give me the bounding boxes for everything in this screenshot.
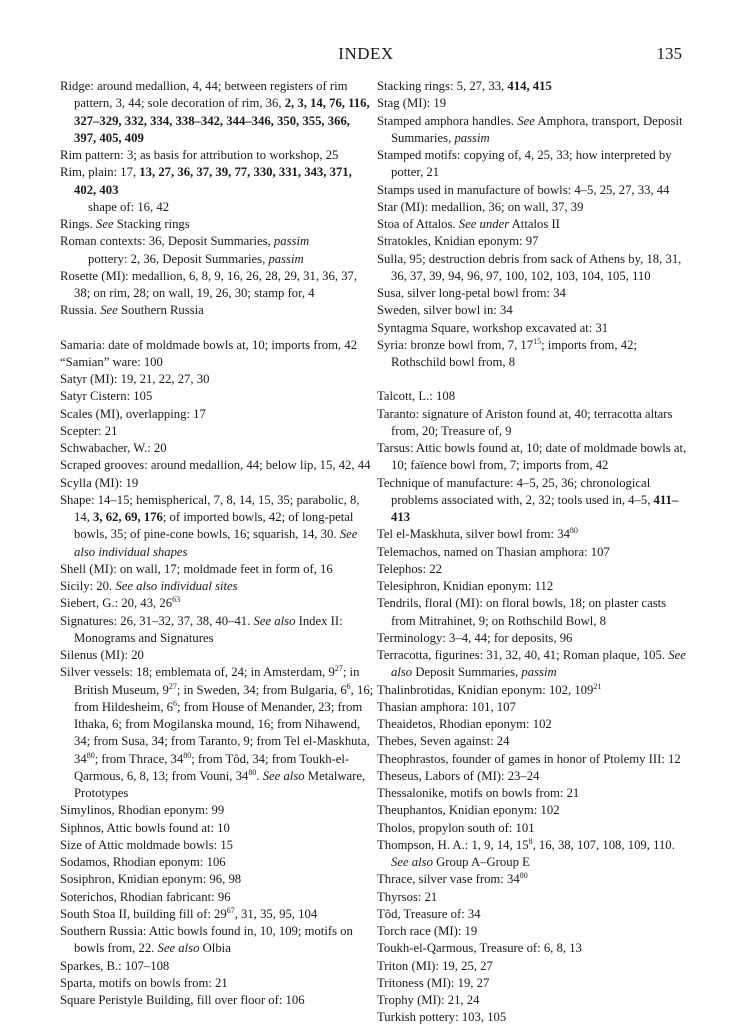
entry-text: See also [253,613,296,628]
index-subentry [60,251,374,268]
footnote-ref: 80 [519,871,528,881]
footnote-ref: 80 [183,750,192,760]
entry-text: Thebes, Seven against: 24 [377,734,510,749]
entry-text: See also individual sites [115,579,238,593]
index-entry [60,906,374,923]
entry-text: Sparta, motifs on bowls from: 21 [60,975,228,990]
index-entry [377,802,689,819]
entry-text: Telephos: 22 [377,561,443,576]
entry-text: Tôd, Treasure of: 34 [377,906,481,921]
entry-text: Square Peristyle Building, fill over floor of: 106 [60,993,305,1007]
footnote-ref: 8 [528,836,533,846]
entry-text: Torch race (MI): 19 [377,924,478,938]
entry-text: Stamped amphora handles. [377,113,518,128]
entry-text: Tholos, propylon south of: 101 [377,820,535,835]
entry-text: Thalinbrotidas, Knidian eponym: 102, 109 [377,682,594,697]
entry-text: Talcott, L.: 108 [377,389,456,404]
entry-text: Terracotta, figurines: 31, 32, 40, 41; Roman plaque, 105. [377,648,669,662]
entry-text: Schwabacher, W.: 20 [60,441,167,455]
index-entry [377,199,689,216]
index-entry [377,630,689,647]
index-entry [60,216,374,233]
index-entry [60,561,374,578]
index-entry [60,457,374,474]
entry-text: Rings. [60,217,96,231]
index-entry [60,647,374,664]
index-entry [377,940,689,957]
index-column-right [377,78,689,1027]
entry-text: Ridge: around medallion, 4, 44; between registers of rim pattern, 3, 44; sole decoration of rim, 36, [60,79,348,111]
entry-text: Sparkes, B.: 107–108 [60,958,170,973]
entry-text: passim [454,130,490,145]
entry-text: Metalware, Prototypes [74,768,366,800]
index-entry [377,147,689,182]
entry-text: Stag (MI): 19 [377,96,447,111]
entry-text: Sicily: 20. [60,579,116,593]
entry-text: Southern Russia [117,303,204,318]
entry-text: , 31, 35, 95, 104 [234,906,318,921]
index-entry [377,544,689,561]
footnote-ref: 27 [334,664,343,674]
index-entry [60,164,374,199]
index-entry [60,147,374,164]
index-entry [377,923,689,940]
entry-text: See [95,217,114,231]
entry-text: Tel el-Maskhuta, silver bowl from: 34 [377,527,570,542]
entry-text: 3, 62, 69, 176 [93,510,163,524]
entry-text: Scylla (MI): 19 [60,475,139,490]
index-entry [377,647,689,682]
entry-text: Thessalonike, motifs on bowls from: 21 [377,786,580,800]
entry-text: Attalos II [509,217,560,231]
entry-text: See also [262,768,305,783]
entry-text: Olbia [199,941,231,956]
entry-text: Shell (MI): on wall, 17; moldmade feet in form of, 16 [60,561,333,576]
entry-text: Stoa of Attalos. [377,217,459,231]
index-entry [60,664,374,802]
index-entry [377,526,689,543]
entry-text: Scraped grooves: around medallion, 44; below lip, 15, 42, 44 [60,458,371,473]
index-entry [377,578,689,595]
index-entry [60,802,374,819]
index-entry [60,233,374,250]
index-entry [60,268,374,303]
entry-text: Silver vessels: 18; emblemata of, 24; in Amsterdam, 9 [60,665,335,680]
entry-text: Theaidetos, Rhodian eponym: 102 [377,717,552,731]
entry-text: Scepter: 21 [60,423,118,438]
index-entry [377,95,689,112]
entry-text: Theseus, Labors of (MI): 23–24 [377,768,540,783]
entry-text: Tritoness (MI): 19, 27 [377,975,490,990]
entry-text: ; from House of Menander, 23; from Ithaka, 6; from Mogilanska mound, 16; from Nihawend, 34; from Susa, 34; from Taranto, 9; from Tel el-Maskhuta, 34 [74,699,370,766]
index-entry [377,406,689,441]
index-entry [60,923,374,958]
entry-text: Theophrastos, founder of games in honor of Ptolemy III: 12 [377,751,681,766]
index-entry [377,889,689,906]
entry-text: South Stoa II, building fill of: 29 [60,906,227,921]
entry-text: Deposit Summaries, [412,665,522,680]
entry-text: Shape: 14–15; hemispherical, 7, 8, 14, 15, 35; parabolic, 8, 14, [60,492,360,524]
index-entry [60,440,374,457]
index-entry [377,302,689,319]
index-entry [60,406,374,423]
index-entry [377,440,689,475]
entry-text: See [100,303,118,318]
entry-text: “Samian” ware: 100 [60,354,163,369]
entry-text: Syria: bronze bowl from, 7, 17 [377,337,534,352]
index-entry [60,837,374,854]
footnote-ref: 15 [533,336,542,346]
index-entry [377,716,689,733]
entry-text: shape of: 16, 42 [88,199,170,214]
index-entry [377,837,689,872]
entry-text: 414, 415 [507,79,552,93]
entry-text: See also individual shapes [74,527,358,559]
entry-text: , 16, 38, 107, 108, 109, 110. [532,837,675,852]
entry-text: Simylinos, Rhodian eponym: 99 [60,803,225,818]
entry-text: Stratokles, Knidian eponym: 97 [377,234,539,249]
index-subentry [60,199,374,216]
entry-text: . [256,768,263,783]
index-entry [377,820,689,837]
index-entry [377,320,689,337]
index-entry [377,958,689,975]
index-entry [60,423,374,440]
letter-group-gap [377,371,689,388]
entry-text: Roman contexts: 36, Deposit Summaries, [60,234,274,249]
footnote-ref: 6 [346,681,351,691]
index-entry [60,337,374,354]
index-entry [377,561,689,578]
entry-text: Taranto: signature of Ariston found at, 40; terracotta altars from, 20; Treasure of, 9 [377,406,673,438]
page-number: 135 [656,44,682,63]
footnote-ref: 27 [168,681,177,691]
index-entry [60,302,374,319]
entry-text: Sosiphron, Knidian eponym: 96, 98 [60,872,242,887]
entry-text: Group A–Group E [432,855,530,869]
index-entry [60,613,374,648]
entry-text: 13, 27, 36, 37, 39, 77, 330, 331, 343, 371, 402, 403 [74,165,352,197]
index-entry [377,216,689,233]
index-entry [377,992,689,1009]
entry-text: 411–413 [391,492,679,524]
entry-text: ; of imported bowls, 42; of long-petal bowls, 35; of pine-cone bowls, 16; squarish, 14, 30. [74,510,354,542]
entry-text: passim [273,234,310,249]
entry-text: Stacking rings: 5, 27, 33, [377,79,508,93]
index-entry [377,337,689,372]
index-entry [377,113,689,148]
entry-text: See also [391,648,686,680]
index-entry [60,992,374,1009]
index-entry [60,595,374,612]
index-entry [377,285,689,302]
index-entry [377,251,689,286]
index-entry [60,354,374,371]
entry-text: Sodamos, Rhodian eponym: 106 [60,855,226,869]
entry-text: Samaria: date of moldmade bowls at, 10; imports from, 42 [60,337,358,352]
entry-text: Soterichos, Rhodian fabricant: 96 [60,889,231,904]
entry-text: Satyr Cistern: 105 [60,389,153,404]
index-entry [60,958,374,975]
entry-text: Siphnos, Attic bowls found at: 10 [60,820,230,835]
entry-text: ; imports from, 42; Rothschild bowl from, 8 [391,337,637,369]
entry-text: Stamped motifs: copying of, 4, 25, 33; how interpreted by potter, 21 [377,148,672,180]
entry-text: Siebert, G.: 20, 43, 26 [60,596,173,611]
entry-text: Terminology: 3–4, 44; for deposits, 96 [377,630,573,645]
index-entry [377,785,689,802]
entry-text: ; in British Museum, 9 [74,665,360,697]
index-entry [60,889,374,906]
index-entry [377,233,689,250]
entry-text: Telemachos, named on Thasian amphora: 107 [377,544,610,559]
page-title: INDEX [338,44,394,63]
entry-text: ; from Thrace, 34 [94,751,184,766]
index-entry [60,475,374,492]
entry-text: Thasian amphora: 101, 107 [377,699,516,714]
entry-text: Thompson, H. A.: 1, 9, 14, 15 [377,837,529,852]
entry-text: Susa, silver long-petal bowl from: 34 [377,286,566,300]
index-entry [60,492,374,561]
footnote-ref: 80 [248,767,257,777]
index-entry [60,820,374,837]
entry-text: Stamps used in manufacture of bowls: 4–5, 25, 27, 33, 44 [377,182,670,197]
entry-text: Southern Russia: Attic bowls found in, 10, 109; motifs on bowls from, 22. [60,924,353,956]
index-entry [377,906,689,923]
entry-text: Turkish pottery: 103, 105 [377,1010,507,1025]
index-entry [60,854,374,871]
entry-text: passim [521,665,557,680]
index-entry [377,388,689,405]
footnote-ref: 67 [226,905,235,915]
entry-text: Technique of manufacture: 4–5, 25, 36; chronological problems associated with, 2, 32; tools used in, 4–5, [377,475,654,507]
index-entry [377,182,689,199]
entry-text: Rim, plain: 17, [60,165,140,180]
entry-text: ; from Tôd, 34; from Toukh-el-Qarmous, 6, 8, 13; from Vouni, 34 [74,751,350,783]
index-column-left [60,78,374,1009]
entry-text: Rim pattern: 3; as basis for attribution to workshop, 25 [60,148,339,162]
entry-text: Toukh-el-Qarmous, Treasure of: 6, 8, 13 [377,941,582,956]
entry-text: Amphora, transport, Deposit Summaries, [391,113,683,145]
page-header [0,44,732,70]
entry-text: Triton (MI): 19, 25, 27 [377,958,493,973]
index-entry [60,371,374,388]
index-entry [377,733,689,750]
index-entry [377,768,689,785]
entry-text: Scales (MI), overlapping: 17 [60,406,206,421]
entry-text: Silenus (MI): 20 [60,648,144,662]
index-entry [377,78,689,95]
entry-text: Trophy (MI): 21, 24 [377,993,480,1007]
entry-text: See also [391,855,433,869]
entry-text: See under [458,217,510,231]
entry-text: Tarsus: Attic bowls found at, 10; date of moldmade bowls at, 10; faïence bowl from, 7; imports from, 42 [377,441,687,473]
footnote-ref: 6 [173,698,178,708]
index-entry [377,475,689,527]
entry-text: Stacking rings [113,217,190,231]
entry-text: Size of Attic moldmade bowls: 15 [60,837,234,852]
letter-group-gap [60,320,374,337]
entry-text: Sulla, 95; destruction debris from sack of Athens by, 18, 31, 36, 37, 39, 94, 96, 97, 100, 102, 103, 104, 105, 110 [377,251,682,283]
entry-text: passim [268,251,304,266]
entry-text: Tendrils, floral (MI): on floral bowls, 18; on plaster casts from Mitrahinet, 9; on Rothschild Bowl, 8 [377,596,667,628]
entry-text: ; in Sweden, 34; from Bulgaria, 6 [176,682,347,697]
index-entry [60,975,374,992]
footnote-ref: 63 [172,595,181,605]
entry-text: Rosette (MI): medallion, 6, 8, 9, 16, 26, 28, 29, 31, 36, 37, 38; on rim, 28; on wall, 19, 26, 30; stamp for, 4 [60,268,358,300]
footnote-ref: 21 [593,681,602,691]
entry-text: Telesiphron, Knidian eponym: 112 [377,579,554,593]
index-entry [377,682,689,699]
index-entry [377,975,689,992]
entry-text: Index II: Monograms and Signatures [74,613,343,645]
entry-text: , 16; from Hildesheim, 6 [74,682,374,714]
entry-text: Satyr (MI): 19, 21, 22, 27, 30 [60,372,210,386]
entry-text: Russia. [60,303,101,318]
entry-text: See [517,113,535,128]
index-entry [377,699,689,716]
index-entry [60,388,374,405]
entry-text: pottery: 2, 36, Deposit Summaries, [88,251,269,266]
index-entry [60,78,374,147]
entry-text: Theuphantos, Knidian eponym: 102 [377,803,560,818]
index-entry [377,751,689,768]
index-entry [60,871,374,888]
index-entry [60,578,374,595]
entry-text: Sweden, silver bowl in: 34 [377,303,513,318]
entry-text: See also [157,941,200,956]
index-entry [377,871,689,888]
entry-text: Thrace, silver vase from: 34 [377,872,520,887]
index-entry [377,595,689,630]
footnote-ref: 80 [86,750,95,760]
entry-text: Signatures: 26, 31–32, 37, 38, 40–41. [60,613,254,628]
entry-text: Star (MI): medallion, 36; on wall, 37, 39 [377,199,584,214]
entry-text: Syntagma Square, workshop excavated at: 31 [377,320,609,335]
entry-text: 2, 3, 14, 76, 116, 327–329, 332, 334, 338–342, 344–346, 350, 355, 366, 397, 405, 409 [74,96,370,145]
entry-text: Thyrsos: 21 [377,889,438,904]
footnote-ref: 80 [569,526,578,536]
